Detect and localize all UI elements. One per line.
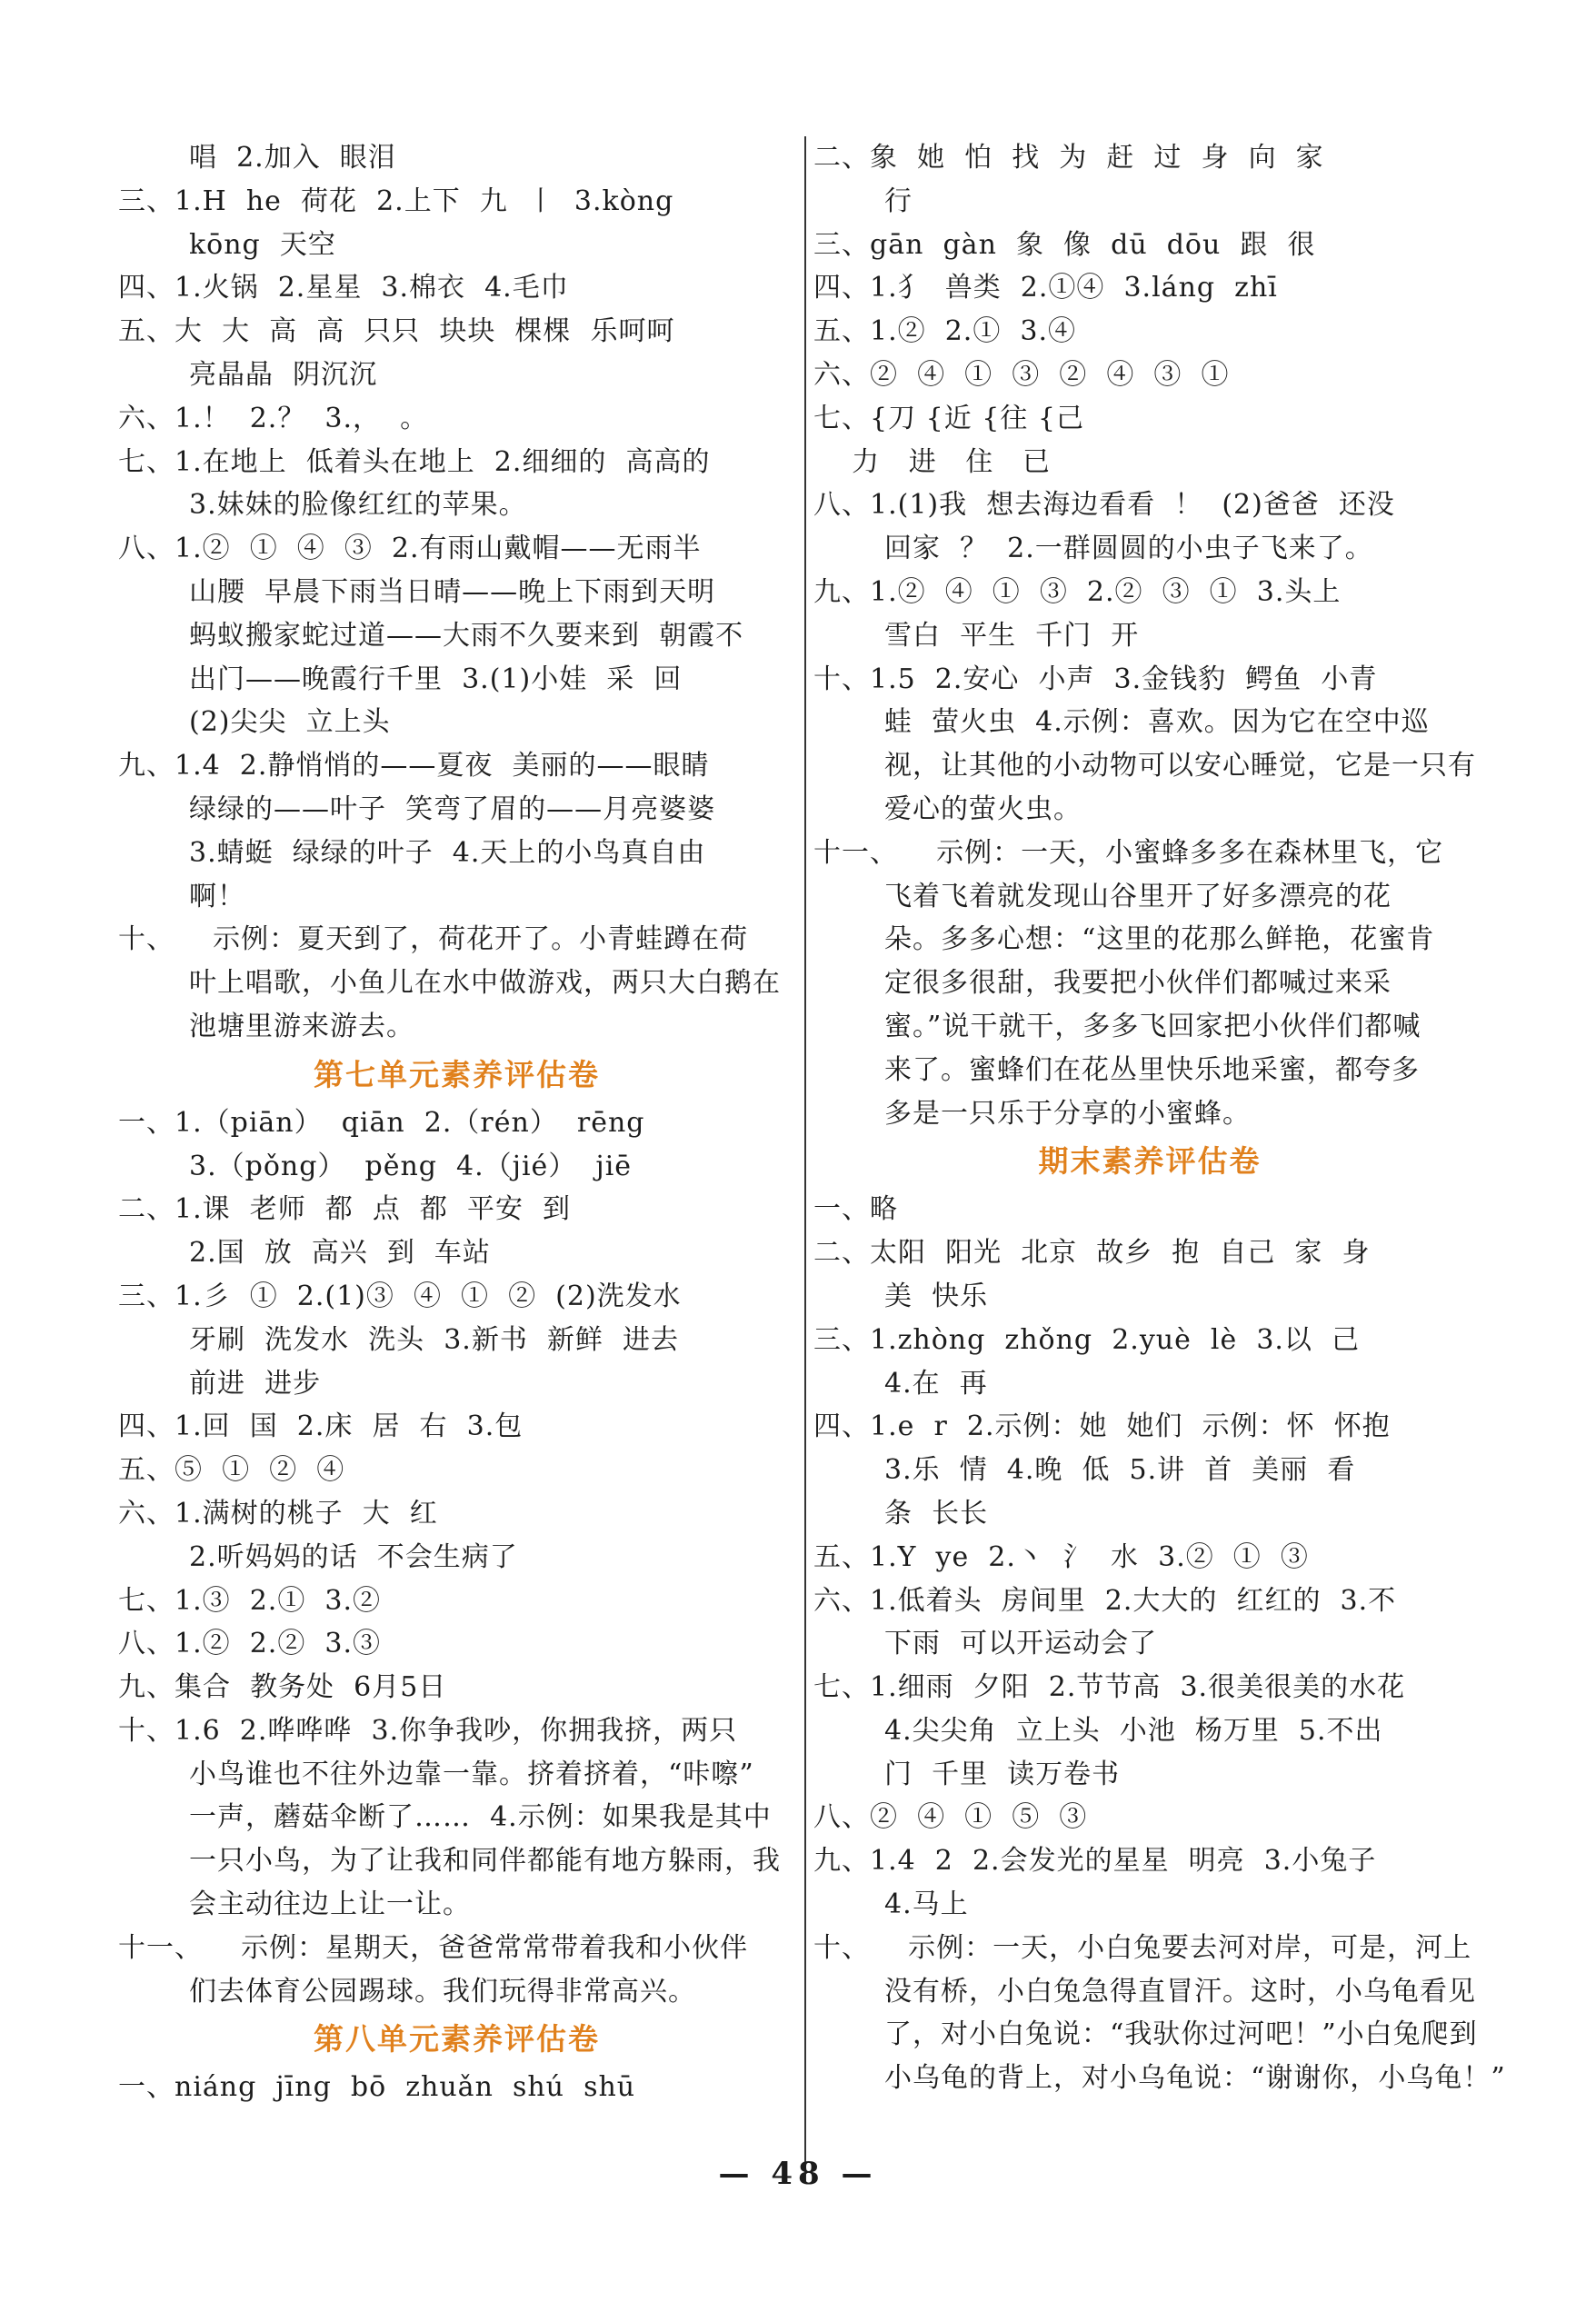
answer-line: 三、gān gàn 象 像 dū dōu 跟 很 — [813, 228, 1316, 261]
answer-line: 十、1.5 2.安心 小声 3.金钱豹 鳄鱼 小青 — [813, 663, 1378, 695]
answer-line: 一、niáng jīng bō zhuǎn shú shū — [118, 2071, 636, 2104]
answer-line: 爱心的萤火虫。 — [884, 792, 1082, 825]
answer-line: 亮晶晶 阴沉沉 — [189, 358, 378, 391]
answer-line: 九、1.② ④ ① ③ 2.② ③ ① 3.头上 — [813, 575, 1342, 608]
answer-line: 一、略 — [813, 1193, 898, 1226]
section-heading: 第八单元素养评估卷 — [314, 2021, 600, 2058]
answer-line: 3.蜻蜓 绿绿的叶子 4.天上的小鸟真自由 — [189, 836, 706, 869]
answer-line: 门 千里 读万卷书 — [884, 1758, 1121, 1790]
answer-line: 多是一只乐于分享的小蜜蜂。 — [884, 1097, 1251, 1130]
answer-line: 三、1.zhòng zhǒng 2.yuè lè 3.以 己 — [813, 1323, 1361, 1356]
answer-line: 山腰 早晨下雨当日晴——晚上下雨到天明 — [189, 575, 716, 608]
column-divider — [804, 136, 806, 2181]
right-column — [813, 136, 1506, 2100]
answer-line: 啊！ — [189, 880, 245, 912]
answer-line: 叶上唱歌，小鱼儿在水中做游戏，两只大白鹅在 — [189, 967, 781, 1000]
answer-line: 前进 进步 — [189, 1367, 322, 1400]
answer-line: 九、1.4 2 2.会发光的星星 明亮 3.小兔子 — [813, 1845, 1377, 1878]
answer-line: 来了。蜜蜂们在花丛里快乐地采蜜，都夸多 — [884, 1053, 1420, 1086]
answer-line: 三、1.H he 荷花 2.上下 九 丨 3.kòng — [118, 184, 674, 217]
answer-line: 五、⑤ ① ② ④ — [118, 1454, 345, 1487]
answer-line: 十一、 示例：一天，小蜜蜂多多在森林里飞，它 — [813, 836, 1444, 869]
answer-line: 四、1.回 国 2.床 居 右 3.包 — [118, 1410, 524, 1443]
answer-line: 八、1.② 2.② 3.③ — [118, 1628, 382, 1660]
answer-line: 飞着飞着就发现山谷里开了好多漂亮的花 — [884, 880, 1392, 912]
answer-line: 池塘里游来游去。 — [189, 1010, 414, 1042]
answer-line: 二、1.课 老师 都 点 都 平安 到 — [118, 1193, 572, 1226]
answer-line: 五、1.Y ye 2.丶 氵 水 3.② ① ③ — [813, 1540, 1309, 1573]
answer-line: 二、象 她 怕 找 为 赶 过 身 向 家 — [813, 142, 1324, 174]
answer-line: 小鸟谁也不往外边靠一靠。挤着挤着，“咔嚓” — [189, 1758, 754, 1790]
answer-line: 视，让其他的小动物可以安心睡觉，它是一只有 — [884, 750, 1476, 782]
answer-line: 六、1.低着头 房间里 2.大大的 红红的 3.不 — [813, 1584, 1397, 1617]
answer-line: 下雨 可以开运动会了 — [884, 1628, 1158, 1660]
answer-line: 定很多很甜，我要把小伙伴们都喊过来采 — [884, 967, 1392, 1000]
answer-line: 牙刷 洗发水 洗头 3.新书 新鲜 进去 — [189, 1323, 679, 1356]
answer-line: 一声，蘑菇伞断了…… 4.示例：如果我是其中 — [189, 1801, 772, 1834]
answer-line: 九、1.4 2.静悄悄的——夏夜 美丽的——眼睛 — [118, 750, 710, 782]
answer-line: 一只小鸟，为了让我和同伴都能有地方躲雨，我 — [189, 1845, 781, 1878]
answer-line: 十一、 示例：星期天，爸爸常常带着我和小伙伴 — [118, 1931, 749, 1964]
left-column — [118, 136, 795, 2109]
answer-line: 条 长长 — [884, 1497, 989, 1530]
answer-line: 十、 示例：夏天到了，荷花开了。小青蛙蹲在荷 — [118, 923, 749, 956]
answer-line: 了，对小白兔说：“我驮你过河吧！”小白兔爬到 — [884, 2018, 1478, 2051]
answer-line: 2.听妈妈的话 不会生病了 — [189, 1540, 518, 1573]
answer-line: 小乌龟的背上，对小乌龟说：“谢谢你，小乌龟！” — [884, 2062, 1506, 2095]
answer-line: 回家 ？ 2.一群圆圆的小虫子飞来了。 — [884, 533, 1373, 565]
answer-line: 朵。多多心想：“这里的花那么鲜艳，花蜜肯 — [884, 923, 1435, 956]
answer-line: 没有桥，小白兔急得直冒汗。这时，小乌龟看见 — [884, 1975, 1476, 2008]
answer-line: 雪白 平生 千门 开 — [884, 619, 1140, 652]
answer-line: 蚂蚁搬家蛇过道——大雨不久要来到 朝霞不 — [189, 619, 744, 652]
page-number: — 48 — — [718, 2156, 878, 2192]
answer-line: 唱 2.加入 眼泪 — [189, 142, 396, 174]
answer-line: 美 快乐 — [884, 1280, 989, 1312]
answer-line: 出门——晚霞行千里 3.(1)小娃 采 回 — [189, 663, 683, 695]
answer-line: 四、1.火锅 2.星星 3.棉衣 4.毛巾 — [118, 272, 569, 304]
answer-line: 4.尖尖角 立上头 小池 杨万里 5.不出 — [884, 1714, 1383, 1747]
answer-line: 3.（pǒng） pěng 4.（jié） jiē — [189, 1150, 633, 1182]
answer-line: 绿绿的——叶子 笑弯了眉的——月亮婆婆 — [189, 792, 716, 825]
answer-line: 八、② ④ ① ⑤ ③ — [813, 1801, 1088, 1834]
answer-line: 七、{刀 {近 {往 {己 — [813, 402, 1084, 434]
answer-line: 力 进 住 已 — [813, 445, 1051, 478]
section-heading: 期末素养评估卷 — [1038, 1143, 1262, 1180]
answer-line: 四、1.e r 2.示例：她 她们 示例：怀 怀抱 — [813, 1410, 1391, 1443]
answer-line: 五、1.② 2.① 3.④ — [813, 315, 1077, 348]
answer-line: 一、1.（piān） qiān 2.（rén） rēng — [118, 1106, 645, 1139]
answer-line: 七、1.在地上 低着头在地上 2.细细的 高高的 — [118, 445, 711, 478]
answer-line: 八、1.② ① ④ ③ 2.有雨山戴帽——无雨半 — [118, 533, 702, 565]
answer-line: 行 — [884, 184, 913, 217]
answer-line: 蛙 萤火虫 4.示例：喜欢。因为它在空中巡 — [884, 706, 1430, 739]
answer-line: 九、集合 教务处 6月5日 — [118, 1671, 447, 1704]
answer-line: 三、1.彡 ① 2.(1)③ ④ ① ② (2)洗发水 — [118, 1280, 682, 1312]
answer-line: 十、1.6 2.哗哗哗 3.你争我吵，你拥我挤，两只 — [118, 1714, 738, 1747]
answer-line: 八、1.(1)我 想去海边看看 ！ (2)爸爸 还没 — [813, 489, 1395, 522]
answer-line: 们去体育公园踢球。我们玩得非常高兴。 — [189, 1975, 696, 2008]
answer-line: 2.国 放 高兴 到 车站 — [189, 1237, 491, 1270]
answer-line: 四、1.犭 兽类 2.①④ 3.láng zhī — [813, 272, 1278, 304]
answer-line: 十、 示例：一天，小白兔要去河对岸，可是，河上 — [813, 1931, 1472, 1964]
answer-line: 会主动往边上让一让。 — [189, 1888, 471, 1921]
answer-line: 3.乐 情 4.晚 低 5.讲 首 美丽 看 — [884, 1454, 1356, 1487]
answer-line: 4.在 再 — [884, 1367, 988, 1400]
answer-line: kōng 天空 — [189, 228, 336, 261]
answer-line: 七、1.细雨 夕阳 2.节节高 3.很美很美的水花 — [813, 1671, 1406, 1704]
answer-line: 蜜。”说干就干，多多飞回家把小伙伴们都喊 — [884, 1010, 1421, 1042]
section-heading: 第七单元素养评估卷 — [314, 1056, 600, 1092]
answer-line: 六、② ④ ① ③ ② ④ ③ ① — [813, 358, 1230, 391]
answer-line: 六、1.满树的桃子 大 红 — [118, 1497, 438, 1530]
answer-line: 二、太阳 阳光 北京 故乡 抱 自己 家 身 — [813, 1237, 1371, 1270]
answer-line: 五、大 大 高 高 只只 块块 棵棵 乐呵呵 — [118, 315, 675, 348]
answer-line: (2)尖尖 立上头 — [189, 706, 391, 739]
answer-line: 七、1.③ 2.① 3.② — [118, 1584, 382, 1617]
answer-line: 六、1.！ 2.？ 3.， 。 — [118, 402, 429, 434]
answer-line: 4.马上 — [884, 1888, 969, 1921]
answer-line: 3.妹妹的脸像红红的苹果。 — [189, 489, 527, 522]
